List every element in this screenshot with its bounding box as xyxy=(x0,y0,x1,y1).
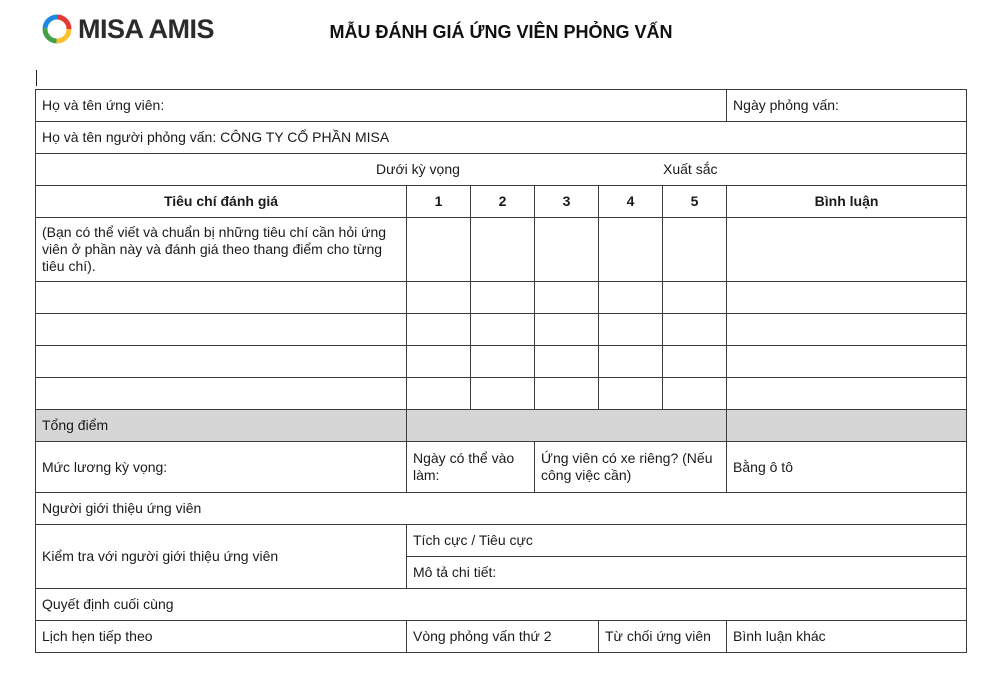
interviewer-field[interactable]: Họ và tên người phỏng vấn: CÔNG TY CỔ PHẦN MISA xyxy=(36,122,967,154)
score-cell[interactable] xyxy=(471,378,535,410)
evaluation-form-table xyxy=(35,89,967,653)
total-comment-cell[interactable] xyxy=(727,410,967,442)
round-two-option[interactable]: Vòng phỏng vấn thứ 2 xyxy=(407,621,599,653)
scale-high-label: Xuất sắc xyxy=(663,161,718,177)
table-row xyxy=(36,589,967,621)
score-cell[interactable] xyxy=(663,314,727,346)
page-title: MẪU ĐÁNH GIÁ ỨNG VIÊN PHỎNG VẤN xyxy=(329,22,673,42)
score-cell[interactable] xyxy=(599,282,663,314)
criteria-cell[interactable] xyxy=(36,282,407,314)
score-cell[interactable] xyxy=(471,282,535,314)
comment-cell[interactable] xyxy=(727,346,967,378)
own-vehicle-field[interactable]: Ứng viên có xe riêng? (Nếu công việc cần) xyxy=(535,442,727,493)
rating-scale-row xyxy=(36,154,967,186)
score-cell[interactable] xyxy=(471,314,535,346)
score-cell[interactable] xyxy=(471,346,535,378)
score-1-header: 1 xyxy=(407,186,471,218)
total-label: Tổng điểm xyxy=(36,410,407,442)
table-row xyxy=(36,154,967,186)
score-cell[interactable] xyxy=(407,282,471,314)
score-cell[interactable] xyxy=(407,314,471,346)
score-cell[interactable] xyxy=(407,346,471,378)
table-row xyxy=(36,218,967,282)
final-decision-field[interactable]: Quyết định cuối cùng xyxy=(36,589,967,621)
score-cell[interactable] xyxy=(663,346,727,378)
table-row xyxy=(36,525,967,557)
total-score-cell[interactable] xyxy=(407,410,727,442)
score-cell[interactable] xyxy=(599,218,663,282)
total-row xyxy=(36,410,967,442)
other-comment-option[interactable]: Bình luận khác xyxy=(727,621,967,653)
comment-header: Bình luận xyxy=(727,186,967,218)
score-cell[interactable] xyxy=(663,378,727,410)
table-header-row xyxy=(36,186,967,218)
brand-name: MISA AMIS xyxy=(78,13,214,44)
score-cell[interactable] xyxy=(599,346,663,378)
score-cell[interactable] xyxy=(471,218,535,282)
comment-cell[interactable] xyxy=(727,218,967,282)
score-cell[interactable] xyxy=(663,282,727,314)
positive-negative-field[interactable]: Tích cực / Tiêu cực xyxy=(407,525,967,557)
score-cell[interactable] xyxy=(599,378,663,410)
table-row xyxy=(36,90,967,122)
criteria-cell[interactable] xyxy=(36,314,407,346)
table-row xyxy=(36,493,967,525)
criteria-header: Tiêu chí đánh giá xyxy=(36,186,407,218)
table-row xyxy=(36,378,967,410)
comment-cell[interactable] xyxy=(727,282,967,314)
score-5-header: 5 xyxy=(663,186,727,218)
score-cell[interactable] xyxy=(663,218,727,282)
table-row xyxy=(36,282,967,314)
score-cell[interactable] xyxy=(407,378,471,410)
criteria-note[interactable]: (Bạn có thể viết và chuẩn bị những tiêu chí cần hỏi ứng viên ở phần này và đánh giá theo thang điểm cho từng tiêu chí). xyxy=(36,218,407,282)
score-cell[interactable] xyxy=(599,314,663,346)
text-cursor xyxy=(36,70,37,86)
table-row xyxy=(36,442,967,493)
score-cell[interactable] xyxy=(535,218,599,282)
score-4-header: 4 xyxy=(599,186,663,218)
table-row xyxy=(36,314,967,346)
criteria-cell[interactable] xyxy=(36,346,407,378)
score-cell[interactable] xyxy=(535,346,599,378)
table-row xyxy=(36,122,967,154)
score-cell[interactable] xyxy=(535,378,599,410)
comment-cell[interactable] xyxy=(727,378,967,410)
criteria-cell[interactable] xyxy=(36,378,407,410)
score-cell[interactable] xyxy=(407,218,471,282)
table-row xyxy=(36,621,967,653)
candidate-name-field[interactable]: Họ và tên ứng viên: xyxy=(36,90,727,122)
score-3-header: 3 xyxy=(535,186,599,218)
table-row xyxy=(36,346,967,378)
driving-license-field[interactable]: Bằng ô tô xyxy=(727,442,967,493)
detail-field[interactable]: Mô tả chi tiết: xyxy=(407,557,967,589)
score-cell[interactable] xyxy=(535,314,599,346)
expected-salary-field[interactable]: Mức lương kỳ vọng: xyxy=(36,442,407,493)
scale-low-label: Dưới kỳ vọng xyxy=(376,161,460,177)
referrer-field[interactable]: Người giới thiệu ứng viên xyxy=(36,493,967,525)
score-cell[interactable] xyxy=(535,282,599,314)
interview-date-field[interactable]: Ngày phỏng vấn: xyxy=(727,90,967,122)
start-date-field[interactable]: Ngày có thể vào làm: xyxy=(407,442,535,493)
reject-option[interactable]: Từ chối ứng viên xyxy=(599,621,727,653)
score-2-header: 2 xyxy=(471,186,535,218)
comment-cell[interactable] xyxy=(727,314,967,346)
next-schedule-label: Lịch hẹn tiếp theo xyxy=(36,621,407,653)
referrer-check-label: Kiểm tra với người giới thiệu ứng viên xyxy=(36,525,407,589)
